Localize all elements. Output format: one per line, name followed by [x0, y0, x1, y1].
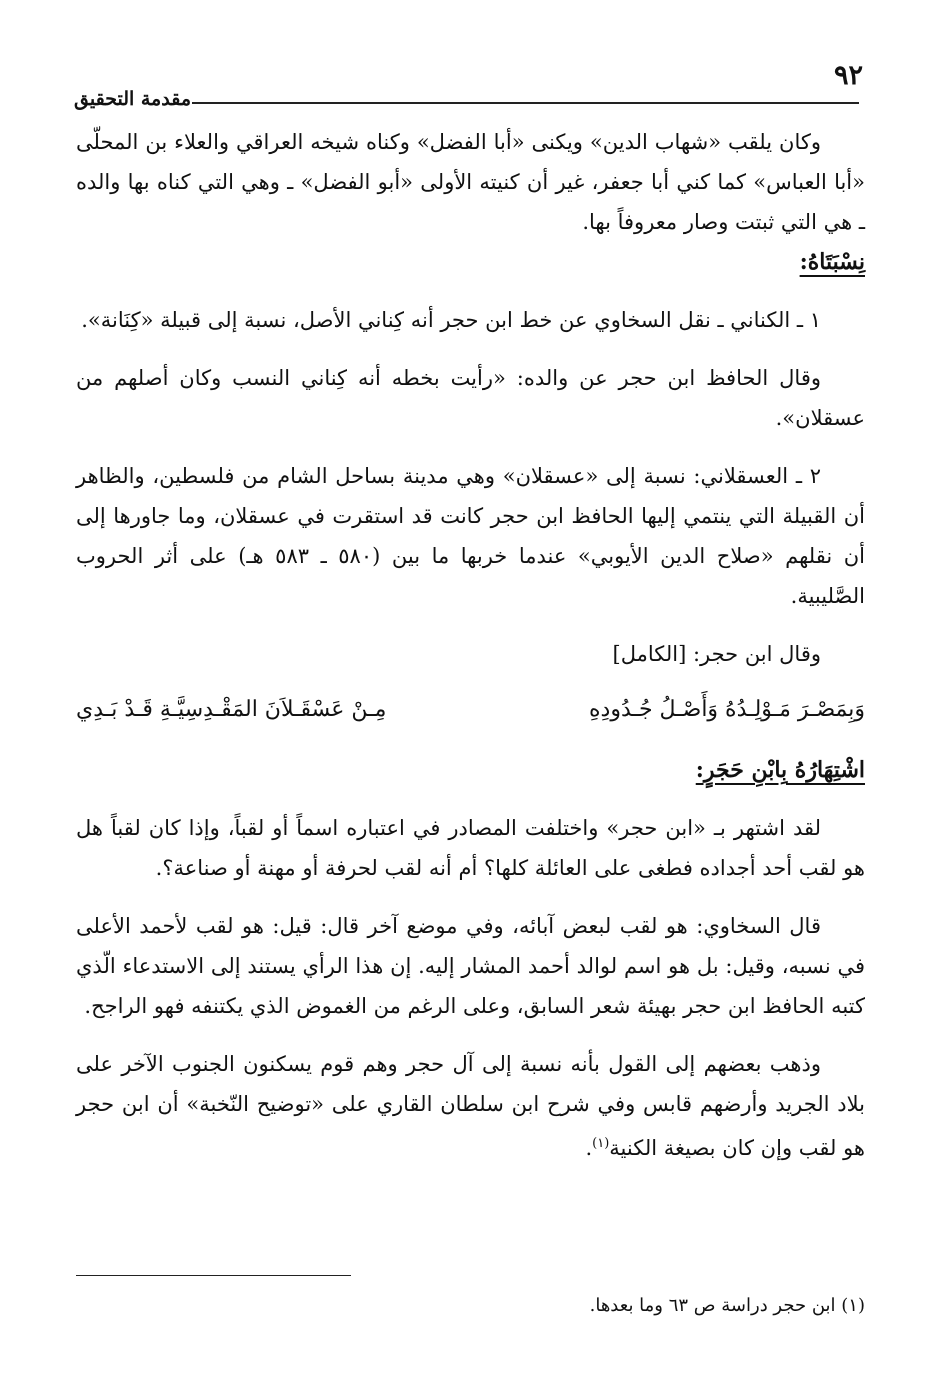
footnote-reference[interactable]: (١) [592, 1136, 610, 1151]
header-rule [192, 102, 859, 104]
heading-nisbatah: نِسْبَتَاهُ: [799, 249, 865, 275]
heading-ishtihar: اشْتِهَارُهُ بِابْنِ حَجَرٍ: [695, 757, 865, 783]
paragraph-al-hajar [76, 1044, 865, 1168]
verse-first-hemistich: وَبِمَصْـرَ مَـوْلِـدُهُ وَأَصْـلُ جُـدُودِهِ [589, 697, 865, 722]
paragraph-kunya: وكان يلقب «شهاب الدين» ويكنى «أبا الفضل» وكناه شيخه العراقي والعلاء بن المحلّى «أبا العباس» كما كني أبا جعفر، غير أن كنيته الأولى «أبو الفضل» ـ وهي التي كناه بها والده ـ هي التي ثبتت وصار معروفاً بها. [76, 130, 865, 234]
footnote-rule [76, 1275, 351, 1276]
page-header [74, 58, 863, 108]
paragraph-asqalani: ٢ ـ العسقلاني: نسبة إلى «عسقلان» وهي مدينة بساحل الشام من فلسطين، والظاهر أن القبيلة التي ينتمي إليها الحافظ ابن حجر كانت قد استقرت في عسقلان، وما جاورها إلى أن نقلهم «صلاح الدين الأيوبي» عندما خربها ما بين (٥٨٠ ـ ٥٨٣ هـ) على أثر الحروب الصَّليبية. [76, 464, 865, 608]
running-title: مقدمة التحقيق [74, 88, 191, 110]
poem-verse [76, 688, 865, 732]
paragraph-end-mark: . [585, 1136, 593, 1160]
paragraph-laqab-question: لقد اشتهر بـ «ابن حجر» واختلفت المصادر في اعتباره اسماً أو لقباً، وإذا كان لقباً هل هو لقب أحد أجداده فطغى على العائلة كلها؟ أم أنه لقب لحرفة أو مهنة أو صناعة؟. [76, 816, 865, 880]
poem-intro: وقال ابن حجر: [الكامل] [612, 642, 821, 666]
verse-second-hemistich: مِـنْ عَسْقَـلاَنَ المَقْـدِسِيَّـةِ قَـدْ بَـدِي [76, 697, 387, 722]
paragraph-al-hajar-text: وذهب بعضهم إلى القول بأنه نسبة إلى آل حجر وهم قوم يسكنون الجنوب الآخر على بلاد الجريد وأرضهم قابس وفي شرح ابن سلطان القاري على «توضيح النّخبة» أن ابن حجر هو لقب وإن كان بصيغة الكنية [76, 1052, 865, 1160]
paragraph-kinani: ١ ـ الكناني ـ نقل السخاوي عن خط ابن حجر أنه كِناني الأصل، نسبة إلى قبيلة «كِنَانة». [81, 308, 821, 332]
paragraph-father-quote: وقال الحافظ ابن حجر عن والده: «رأيت بخطه أنه كِناني النسب وكان أصلهم من عسقلان». [76, 366, 865, 430]
paragraph-sakhawi: قال السخاوي: هو لقب لبعض آبائه، وفي موضع آخر قال: قيل: هو لقب لأحمد الأعلى في نسبه، وقيل: بل هو اسم لوالد أحمد المشار إليه. إن هذا الرأي يستند إلى الاستدعاء الّذي كتبه الحافظ ابن حجر بهيئة شعر السابق، وعلى الرغم من الغموض الذي يكتنفه فهو الراجح. [76, 914, 865, 1018]
footnote: (١) ابن حجر دراسة ص ٦٣ وما بعدها. [589, 1295, 865, 1316]
page-number: ٩٢ [833, 60, 863, 91]
page-body [76, 122, 865, 1168]
